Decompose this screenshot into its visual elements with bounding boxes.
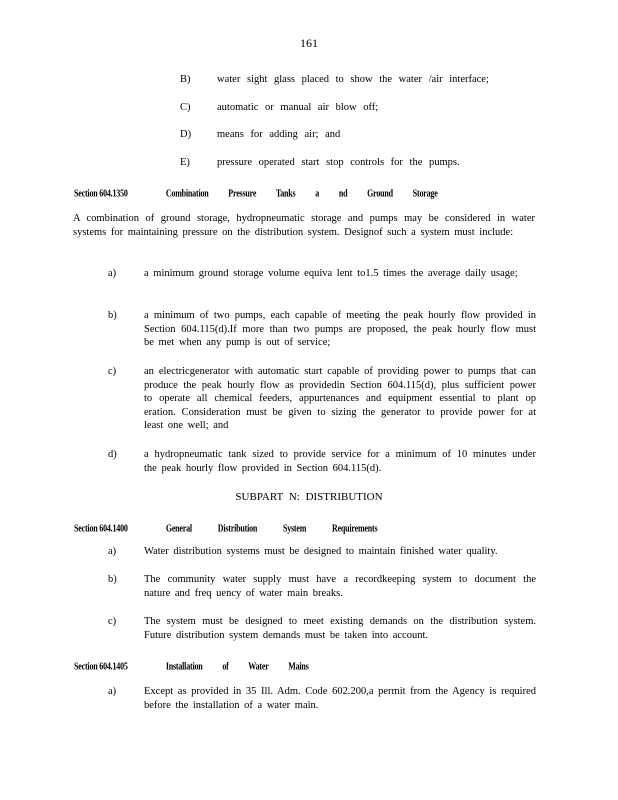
- list-marker: b): [108, 574, 117, 585]
- list-text: Water distribution systems must be designed to maintain finished water quality.: [144, 546, 498, 557]
- list-marker: a): [108, 546, 117, 557]
- list-text: means for adding air; and: [217, 129, 341, 140]
- list-text: water sight glass placed to show the water /air interface;: [217, 74, 489, 85]
- list-text: an electricgenerator with automatic start capable of providing power to pumps that can produce the peak hourly flow as providedin Section 604.115(d), plus sufficient power to operate all chemical feeders, appurtenances and equipment essential to plant op eration. Consideration must be given to sizing the generator to provide power for at least one well; and: [144, 366, 536, 431]
- section-number: Section 604.1350: [74, 187, 128, 199]
- list-text: a minimum of two pumps, each capable of meeting the peak hourly flow provided in Section 604.115(d).If more than two pumps are proposed, the peak hourly flow must be met when any pump is out of service;: [144, 310, 536, 348]
- list-marker: D): [180, 129, 192, 140]
- list-text: The system must be designed to meet existing demands on the distribution system. Future distribution system demands must be taken into account.: [144, 616, 536, 641]
- list-marker: c): [108, 366, 117, 377]
- list-marker: a): [108, 268, 117, 279]
- list-marker: C): [180, 102, 191, 113]
- section-number: Section 604.1400: [74, 522, 128, 534]
- list-text: automatic or manual air blow off;: [217, 102, 379, 113]
- list-marker: B): [180, 74, 191, 85]
- page-number: 161: [300, 36, 318, 50]
- section-title: Combination Pressure Tanks a nd Ground Storage: [165, 187, 438, 199]
- list-marker: b): [108, 310, 117, 321]
- subpart-title: SUBPART N: DISTRIBUTION: [235, 491, 383, 503]
- section-intro: A combination of ground storage, hydropneumatic storage and pumps may be considered in water systems for maintaining pressure on the distribution system. Designof such a system must include:: [73, 213, 535, 238]
- list-text: Except as provided in 35 Ill. Adm. Code 602.200,a permit from the Agency is required before the installation of a water main.: [144, 686, 536, 711]
- list-marker: a): [108, 686, 117, 697]
- list-text: a hydropneumatic tank sized to provide service for a minimum of 10 minutes under the peak hourly flow provided in Section 604.115(d).: [144, 449, 536, 474]
- list-text: a minimum ground storage volume equiva lent to1.5 times the average daily usage;: [144, 268, 518, 279]
- list-marker: c): [108, 616, 117, 627]
- section-heading: [74, 658, 309, 675]
- section-title: General Distribution System Requirements: [165, 522, 378, 534]
- list-marker: d): [108, 449, 117, 460]
- section-heading: [74, 520, 377, 537]
- list-marker: E): [180, 157, 190, 168]
- list-text: The community water supply must have a recordkeeping system to document the nature and freq uency of water main breaks.: [144, 574, 536, 599]
- section-heading: [74, 185, 438, 202]
- list-text: pressure operated start stop controls for the pumps.: [217, 157, 460, 168]
- section-number: Section 604.1405: [74, 660, 128, 672]
- section-title: Installation of Water Mains: [165, 660, 309, 672]
